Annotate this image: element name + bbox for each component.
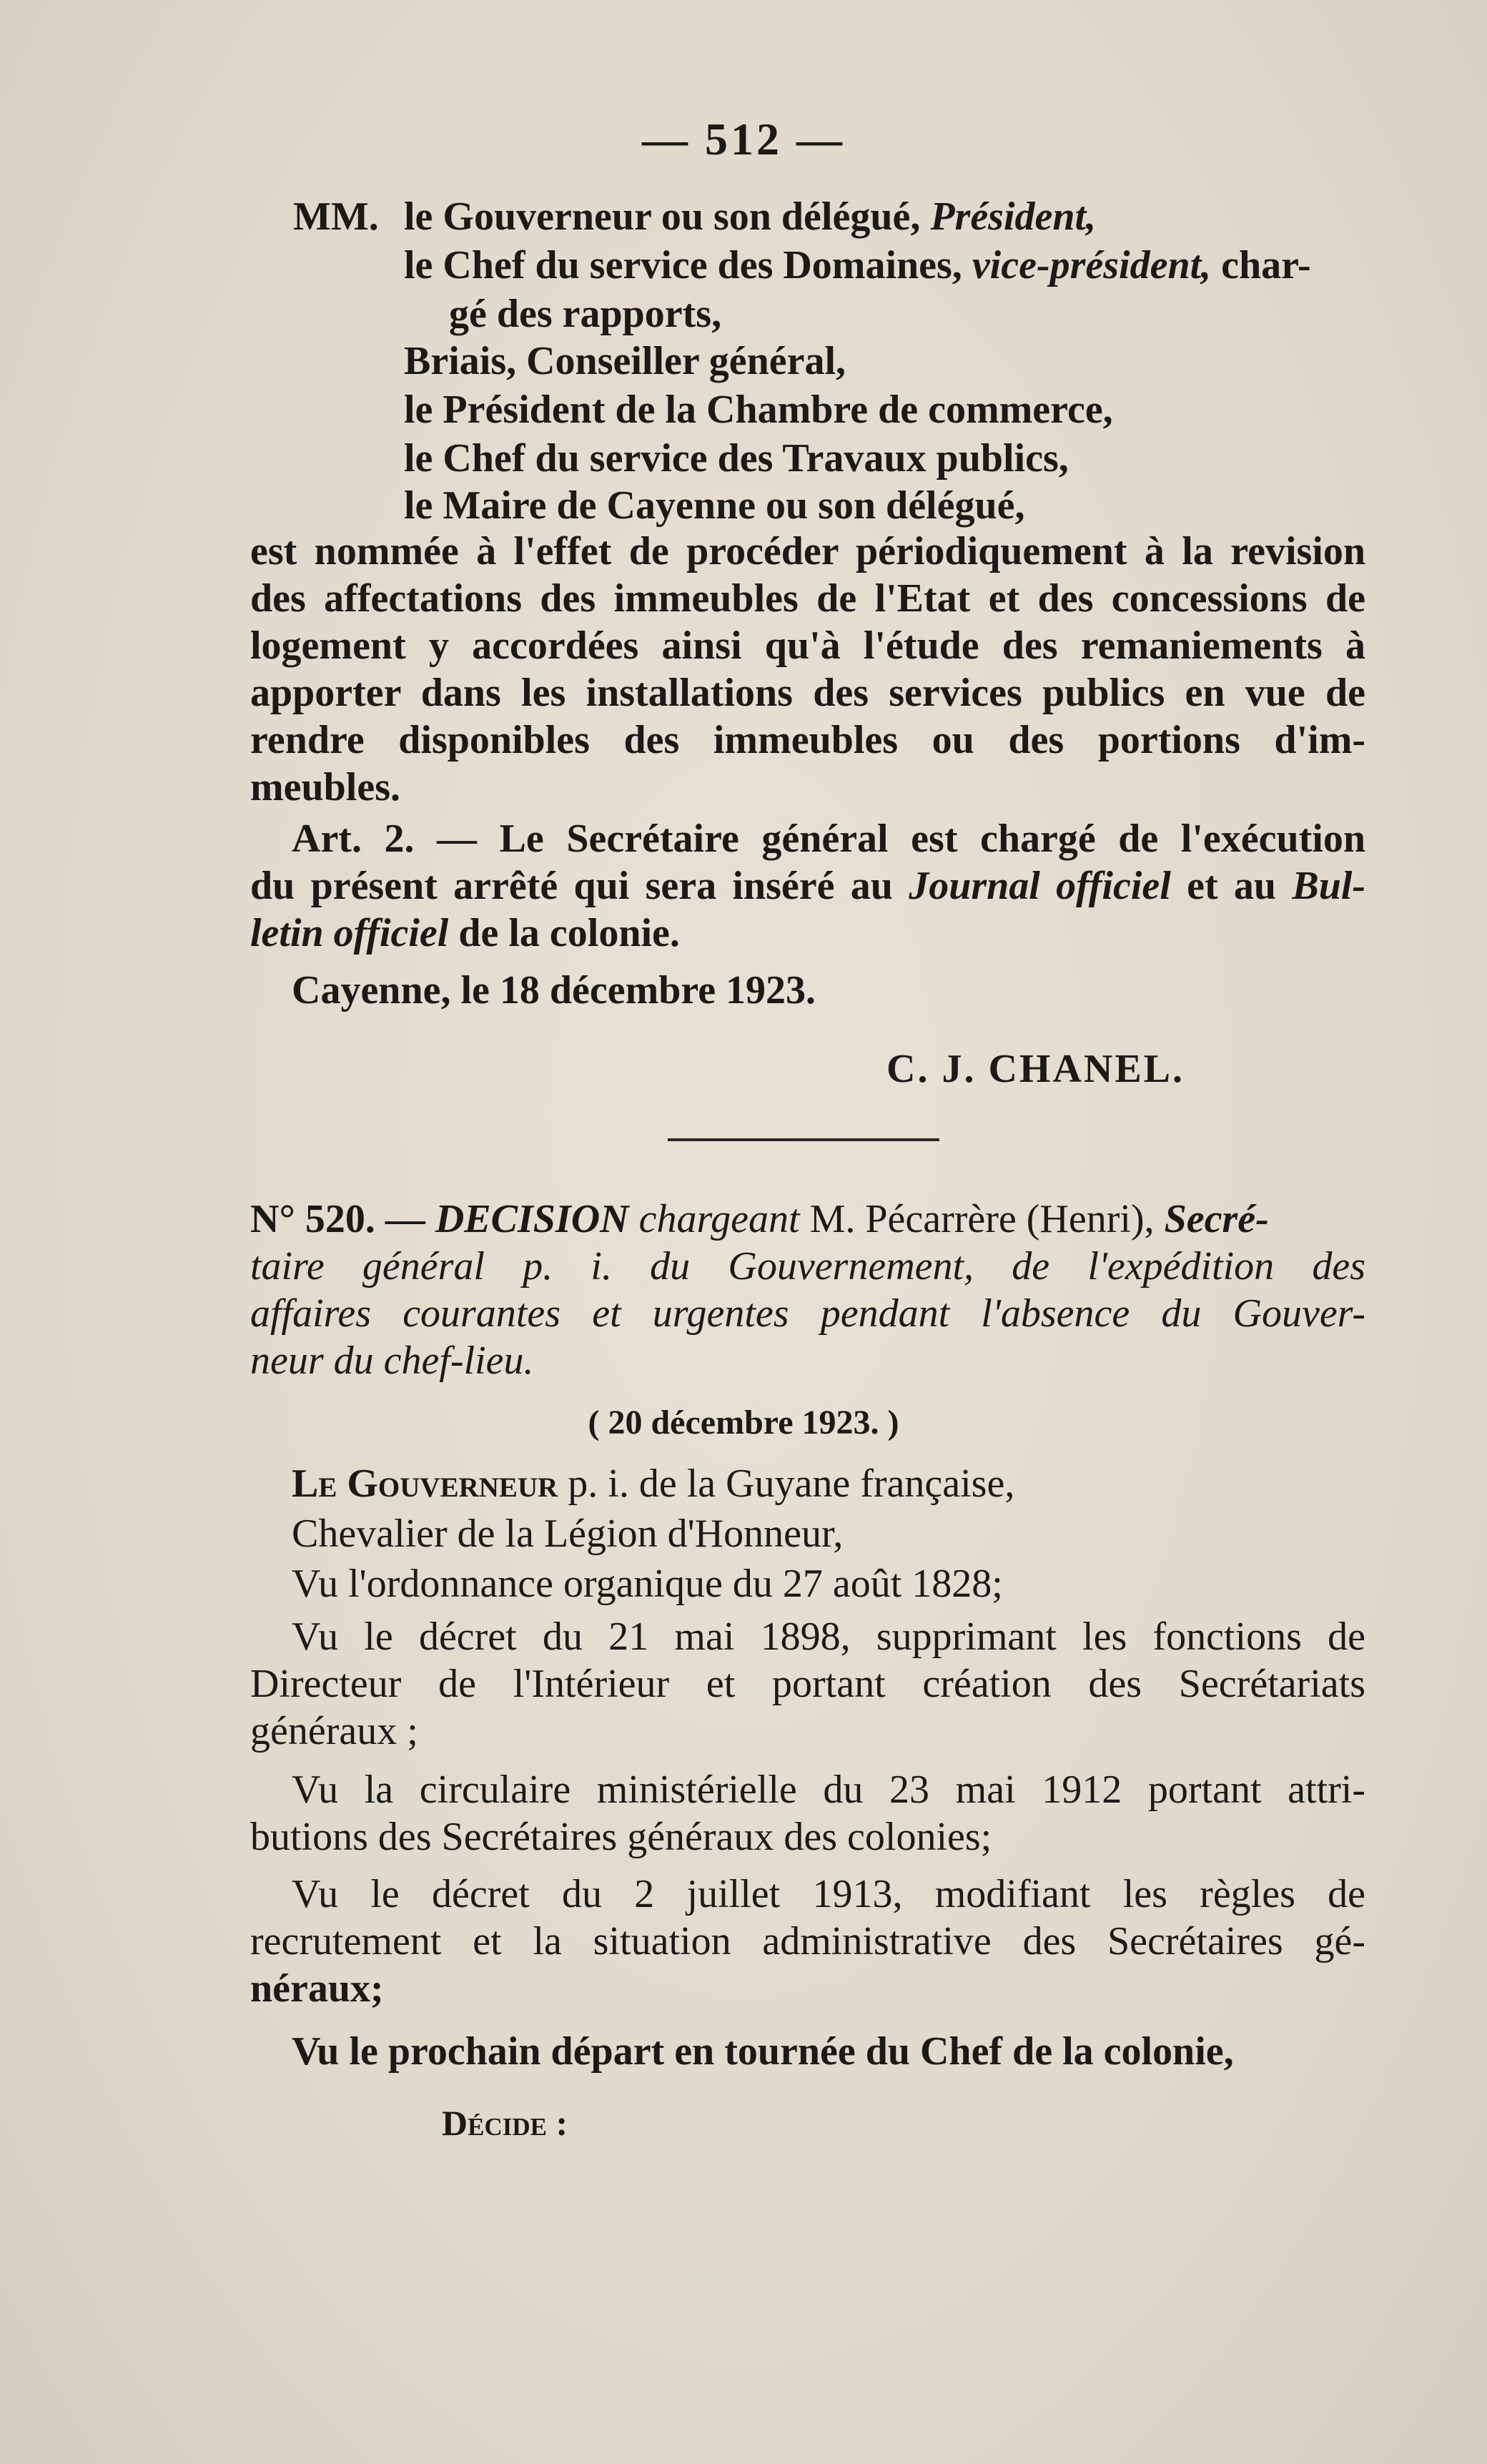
member-domaines-hyphen: char- — [1221, 243, 1311, 287]
member-governor-role: Président, — [930, 194, 1097, 239]
member-chamber: le Président de la Chambre de commerce, — [404, 388, 1113, 432]
decide-heading: Décide : — [442, 2103, 568, 2143]
decision-chargeant: chargeant — [638, 1197, 800, 1241]
decision-title-line-4: neur du chef-lieu. — [250, 1339, 534, 1383]
preamble-decree-1898-end: généraux ; — [250, 1709, 418, 1753]
governor-title: Le Gouverneur — [292, 1462, 558, 1506]
body-line-5: rendre disponibles des immeubles ou des portions d'im- — [250, 718, 1365, 762]
preamble-ordonnance: Vu l'ordonnance organique du 27 août 1828; — [292, 1562, 1003, 1606]
commission-prefix: MM. — [293, 194, 379, 239]
decision-secre: Secré- — [1164, 1197, 1269, 1241]
member-domaines — [404, 242, 1311, 289]
article-2-line-2c: et au — [1187, 864, 1277, 908]
member-domaines-cont: gé des rapports, — [449, 292, 722, 336]
preamble-decree-1913-end: néraux; — [250, 1966, 384, 2011]
governor-rest: p. i. de la Guyane française, — [568, 1462, 1015, 1506]
preamble-decree-1913-cont: recrutement et la situation administrative des Secrétaires gé- — [250, 1919, 1365, 1963]
preamble-circular-1912: Vu la circulaire ministérielle du 23 mai 1912 portant attri- — [292, 1768, 1365, 1812]
signature: C. J. CHANEL. — [886, 1047, 1185, 1091]
member-domaines-text: le Chef du service des Domaines, — [404, 243, 962, 287]
article-2-line-1: Art. 2. — Le Secrétaire général est chargé de l'exécution — [292, 817, 1365, 861]
place-date: Cayenne, le 18 décembre 1923. — [292, 968, 816, 1012]
body-line-6: meubles. — [250, 765, 400, 809]
member-domaines-role: vice-président, — [972, 243, 1212, 287]
member-governor-text: le Gouverneur ou son délégué, — [404, 194, 921, 239]
article-2-line-2 — [250, 862, 1365, 910]
preamble-departure: Vu le prochain départ en tournée du Chef de la colonie, — [292, 2029, 1234, 2074]
journal-officiel: Journal officiel — [909, 864, 1171, 908]
body-line-3: logement y accordées ainsi qu'à l'étude des remaniements à — [250, 624, 1365, 668]
page-number: — 512 — — [642, 114, 845, 164]
decision-title-line-1 — [250, 1196, 1365, 1243]
preamble-decree-1913: Vu le décret du 2 juillet 1913, modifiant les règles de — [292, 1872, 1365, 1916]
decision-title-line-3: affaires courantes et urgentes pendant l'absence du Gouver- — [250, 1291, 1365, 1336]
section-divider — [668, 1138, 939, 1141]
article-2-line-3b: de la colonie. — [458, 911, 680, 955]
body-line-2: des affectations des immeubles de l'Etat et des concessions de — [250, 576, 1365, 621]
member-public-works: le Chef du service des Travaux publics, — [404, 436, 1069, 481]
preamble-chevalier: Chevalier de la Légion d'Honneur, — [292, 1512, 844, 1556]
preamble-decree-1898: Vu le décret du 21 mai 1898, supprimant les fonctions de — [292, 1615, 1365, 1659]
decision-title-line-2: taire général p. i. du Gouvernement, de l'expédition des — [250, 1244, 1365, 1288]
body-line-4: apporter dans les installations des services publics en vue de — [250, 671, 1365, 715]
preamble-governor — [292, 1460, 1014, 1507]
bulletin-officiel: letin officiel — [250, 911, 449, 955]
preamble-circular-1912-cont: butions des Secrétaires généraux des colonies; — [250, 1815, 992, 1859]
body-line-1: est nommée à l'effet de procéder périodiquement à la revision — [250, 529, 1365, 573]
decision-date: ( 20 décembre 1923. ) — [588, 1404, 899, 1442]
decision-person: M. Pécarrère (Henri), — [809, 1197, 1155, 1241]
member-briais: Briais, Conseiller général, — [404, 339, 846, 383]
article-2-line-3 — [250, 910, 680, 957]
member-mayor: le Maire de Cayenne ou son délégué, — [404, 483, 1025, 528]
article-2-line-2a: du présent arrêté qui sera inséré au — [250, 864, 893, 908]
bulletin-start: Bul- — [1292, 864, 1366, 908]
decision-number: N° 520. — — [250, 1197, 425, 1241]
preamble-decree-1898-cont: Directeur de l'Intérieur et portant création des Secrétariats — [250, 1662, 1365, 1706]
decision-word: DECISION — [435, 1197, 629, 1241]
member-governor — [404, 193, 1096, 240]
